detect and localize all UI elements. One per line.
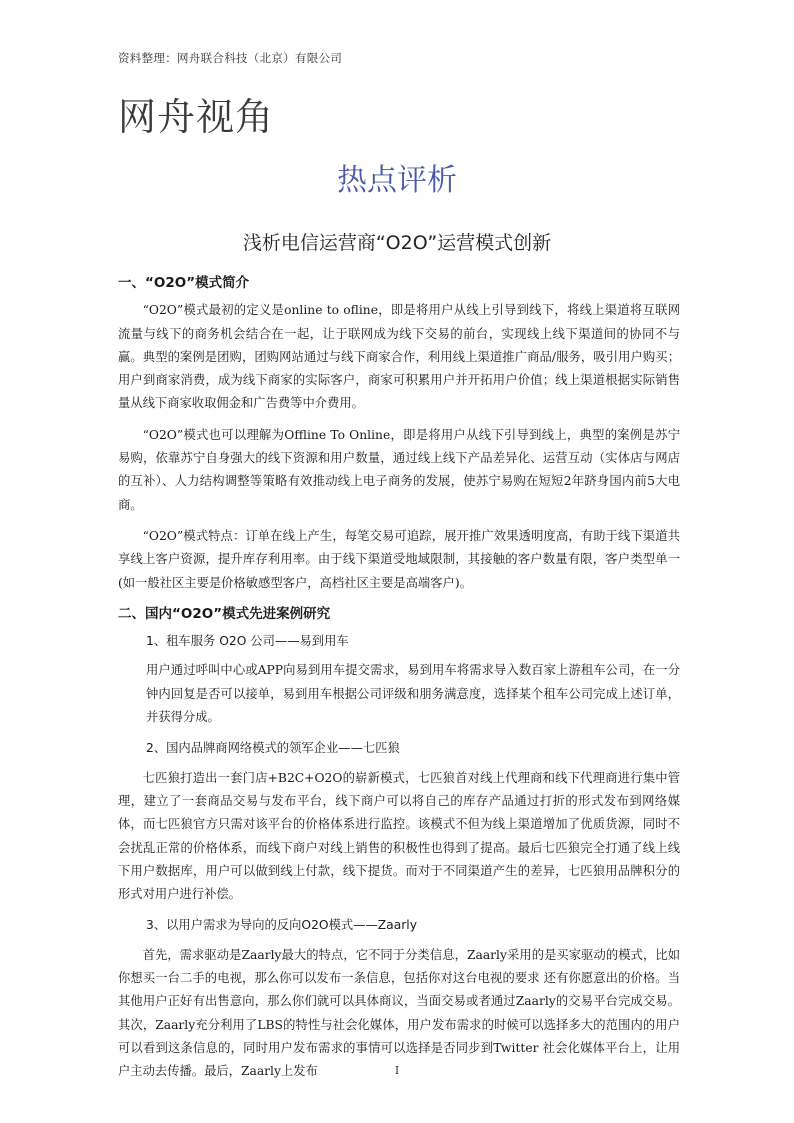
brand-title: 网舟视角: [118, 95, 275, 139]
case-paragraph: 七匹狼打造出一套门店+B2C+O2O的崭新模式，七匹狼首对线上代理商和线下代理商进行集中管理，建立了一套商品交易与发布平台，线下商户可以将自己的库存产品通过打折的形式发布到网络媒体，而七匹狼官方只需对该平台的价格体系进行监控。该模式不但为线上渠道增加了优质货源，同时不会扰乱正常的价格体系，而线下商户对线上销售的积极性也得到了提高。最后七匹狼完全打通了线上线下用户数据库，用户可以做到线上付款，线下提货。而对于不同渠道产生的差异，七匹狼用品牌积分的形式对用户进行补偿。: [118, 770, 680, 902]
case-paragraph: 用户通过呼叫中心或APP向易到用车提交需求，易到用车将需求导入数百家上游租车公司，在一分钟内回复是否可以接单，易到用车根据公司评级和朋务满意度，选择某个租车公司完成上述订单，并获得分成。: [146, 663, 680, 725]
case-paragraph: 首先，需求驱动是Zaarly最大的特点，它不同于分类信息，Zaarly采用的是买家驱动的模式，比如你想买一台二手的电视，那么你可以发布一条信息，包括你对这台电视的要求 还有你愿意出的价格。当其他用户正好有出售意向，那么你们就可以具体商议，当面交易或者通过Zaarly的交易平台完成交易。其次，Zaarly充分利用了LBS的特性与社会化媒体，用户发布需求的时候可以选择多大的范围内的用户可以看到这条信息的，同时用户发布需求的事情可以选择是否同步到Twitter 社会化媒体平台上，让用户主动去传播。最后，Zaarly上发布: [118, 947, 680, 1079]
case-title: 3、以用户需求为导向的反向O2O模式——Zaarly: [146, 918, 418, 933]
paragraph: “O2O”模式也可以理解为Offline To Online，即是将用户从线下引导到线上，典型的案例是苏宁易购，依靠苏宁自身强大的线下资源和用户数量，通过线上线下产品差异化、运营互动（实体店与网店的互补）、人力结构调整等策略有效推动线上电子商务的发展，使苏宁易购在短短2年跻身国内前5大电商。: [118, 427, 680, 512]
section-heading-2: 二、国内“O2O”模式先进案例研究: [118, 605, 331, 622]
source-line: 资料整理：网舟联合科技（北京）有限公司: [118, 51, 343, 65]
article-title: 浅析电信运营商“O2O”运营模式创新: [242, 232, 552, 254]
article-body: [118, 268, 680, 1092]
case-title: 1、租车服务 O2O 公司——易到用车: [146, 634, 349, 649]
section-heading-1: 一、“O2O”模式简介: [118, 275, 250, 291]
page-number: I: [394, 1064, 400, 1077]
section-title: 热点评析: [337, 163, 457, 198]
paragraph: “O2O”模式特点：订单在线上产生，每笔交易可追踪，展开推广效果透明度高，有助于线下渠道共享线上客户资源，提升库存利用率。由于线下渠道受地域限制，其接触的客户数量有限，客户类型单一(如一般社区主要是价格敏感型客户，高档社区主要是高端客户)。: [118, 528, 680, 590]
paragraph: “O2O”模式最初的定义是online to ofline，即是将用户从线上引导到线下，将线上渠道将互联网流量与线下的商务机会结合在一起，让于联网成为线下交易的前台，实现线上线下渠道间的协同不与赢。典型的案例是团购，团购网站通过与线下商家合作，利用线上渠道推广商品/服务，吸引用户购买；用户到商家消费，成为线下商家的实际客户，商家可积累用户并开拓用户价值；线上渠道根据实际销售量从线下商家收取佣金和广告费等中介费用。: [118, 303, 680, 411]
case-title: 2、国内品牌商网络模式的领军企业——七匹狼: [146, 741, 400, 756]
